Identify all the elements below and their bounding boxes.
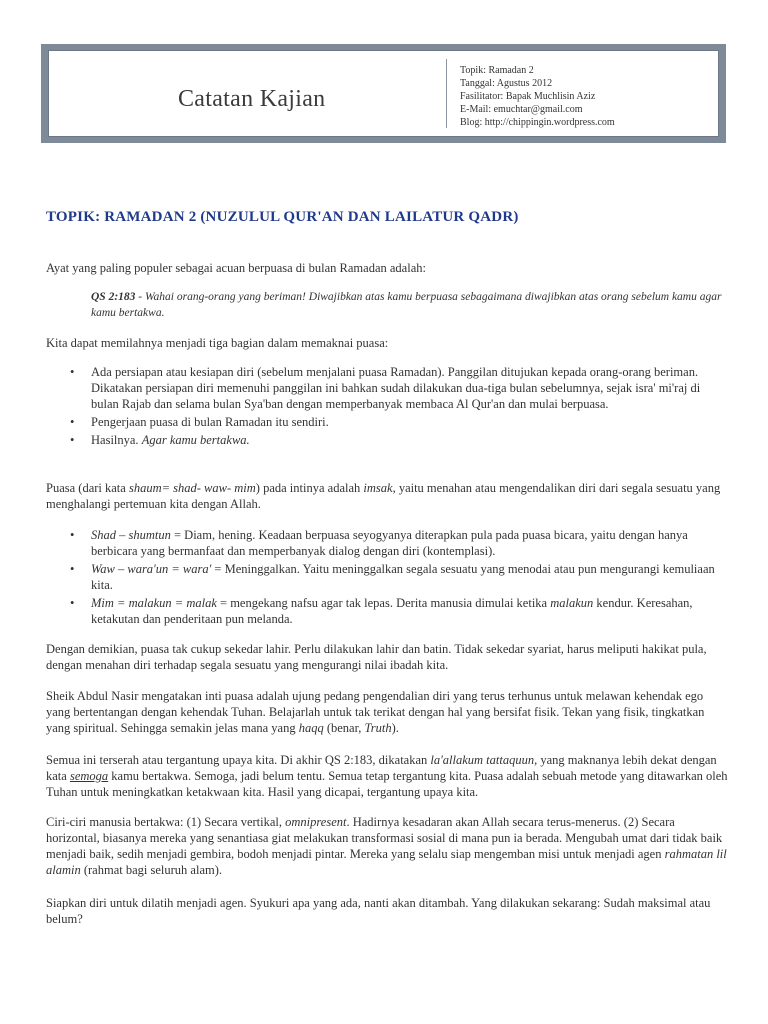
upaya-paragraph bbox=[46, 752, 730, 800]
text-emphasis: shaum= shad- waw- mim bbox=[128, 481, 256, 495]
header-divider bbox=[446, 59, 447, 128]
text-emphasis: imsak bbox=[363, 481, 393, 495]
meta-email: E-Mail: emuchtar@gmail.com bbox=[460, 104, 583, 115]
text-span: Ciri-ciri manusia bertakwa: (1) Secara vertikal, bbox=[46, 815, 286, 829]
list-item-text: = mengekang nafsu agar tak lepas. Derita manusia dimulai ketika bbox=[216, 596, 551, 610]
bullet: • bbox=[70, 433, 75, 447]
list-item-emphasis: Shad – shumtun bbox=[91, 528, 171, 542]
list-item bbox=[46, 414, 730, 430]
list-item-text: Ada persiapan atau kesiapan diri (sebelum menjalani puasa Ramadan). Panggilan ditujukan kepada orang-orang beriman. Dikatakan persiapan diri memenuhi panggilan ini bahkan sudah dilakukan dua-tiga bulan sebelumnya, sejak isra' mi'raj di bulan Rajab dan selama bulan Sya'ban dengan memperbanyak membaca Al Qur'an dan mulai berpuasa. bbox=[91, 365, 701, 411]
header-title: Catatan Kajian bbox=[178, 86, 326, 112]
list-item bbox=[46, 364, 730, 412]
text-span: Sheik Abdul Nasir mengatakan inti puasa adalah ujung pedang pengendalian diri yang terus terhunus untuk melawan kehendak ego yang bertentangan dengan kehendak Tuhan. Belajarlah untuk tak terikat dengan hal yang bersifat fisik. Tekan yang fisik, tingkatkan yang spiritual. Sehingga semakin jelas mana yang bbox=[46, 689, 705, 735]
lahir-batin-paragraph: Dengan demikian, puasa tak cukup sekedar lahir. Perlu dilakukan lahir dan batin. Tidak sekedar syariat, harus meliputi hakikat pula, dengan menahan diri terhadap segala sesuatu yang mengurangi nilai ibadah kita. bbox=[46, 642, 707, 672]
list-item-emphasis: Agar kamu bertakwa. bbox=[141, 433, 250, 447]
list-item-emphasis: Mim = malakun = malak bbox=[91, 596, 217, 610]
list-item-text: Hasilnya. bbox=[91, 433, 142, 447]
siapkan-paragraph: Siapkan diri untuk dilatih menjadi agen. Syukuri apa yang ada, nanti akan ditambah. Yang dilakukan sekarang: Sudah maksimal atau belum? bbox=[46, 896, 711, 926]
letters-list bbox=[46, 527, 730, 627]
list-item-text: = Diam, hening. Keadaan berpuasa seyogyanya diterapkan pula pada puasa bicara, yaitu dengan hanya berbicara yang bermanfaat dan memperbanyak dialog dengan diri (kontemplasi). bbox=[91, 528, 688, 558]
text-span: (benar, bbox=[323, 721, 365, 735]
list-item-text: = Meninggalkan. Yaitu meninggalkan segala sesuatu yang menodai atau pun mengurangi kemuliaan kita. bbox=[91, 562, 715, 592]
text-span: kamu bertakwa. Semoga, jadi belum tentu. Semua tetap tergantung kita. Puasa adalah sebuah metode yang ditawarkan oleh Tuhan untuk meningkatkan ketakwaan kita. Hasil yang dicapai, tergantung upaya kita. bbox=[46, 769, 728, 799]
text-emphasis: rahmatan lil alamin bbox=[46, 847, 727, 877]
ciri-paragraph bbox=[46, 814, 730, 878]
header-box bbox=[41, 44, 726, 143]
text-span: Semua ini terserah atau tergantung upaya kita. Di akhir QS 2:183, dikatakan bbox=[46, 753, 431, 767]
bullet: • bbox=[70, 528, 75, 542]
text-span: (rahmat bagi seluruh alam). bbox=[80, 863, 223, 877]
bullet: • bbox=[70, 365, 75, 379]
three-parts-list bbox=[46, 364, 730, 448]
text-span: Puasa (dari kata bbox=[46, 481, 129, 495]
quote-text: Wahai orang-orang yang beriman! Diwajibkan atas kamu berpuasa sebagaimana diwajibkan atas orang sebelum kamu agar kamu bertakwa. bbox=[91, 291, 722, 319]
intro-paragraph: Ayat yang paling populer sebagai acuan berpuasa di bulan Ramadan adalah: bbox=[46, 261, 426, 275]
text-emphasis: la'allakum tattaquun bbox=[430, 753, 535, 767]
quote-ref: QS 2:183 bbox=[91, 291, 136, 303]
list-item-emphasis: malakun bbox=[550, 596, 594, 610]
header-inner bbox=[48, 50, 719, 137]
three-parts-paragraph: Kita dapat memilahnya menjadi tiga bagian dalam memaknai puasa: bbox=[46, 336, 389, 350]
list-item bbox=[46, 595, 730, 627]
list-item-text: kendur. Keresahan, ketakutan dan penderitaan pun melanda. bbox=[91, 596, 693, 626]
bullet: • bbox=[70, 562, 75, 576]
puasa-paragraph bbox=[46, 480, 730, 512]
header-meta bbox=[460, 64, 615, 129]
text-emphasis: semoga bbox=[69, 769, 109, 783]
text-emphasis: omnipresent bbox=[285, 815, 347, 829]
list-item bbox=[46, 432, 730, 448]
bullet: • bbox=[70, 415, 75, 429]
text-emphasis: Truth bbox=[364, 721, 392, 735]
meta-topic: Topik: Ramadan 2 bbox=[460, 65, 534, 76]
list-item-emphasis: Waw – wara'un = wara' bbox=[91, 562, 212, 576]
meta-blog: Blog: http://chippingin.wordpress.com bbox=[460, 117, 615, 128]
meta-date: Tanggal: Agustus 2012 bbox=[460, 78, 553, 89]
page-title: TOPIK: RAMADAN 2 (NUZULUL QUR'AN DAN LAILATUR QADR) bbox=[46, 209, 519, 225]
text-span: , yaitu menahan atau mengendalikan diri dari segala sesuatu yang menghalangi pertemuan kita dengan Allah. bbox=[46, 481, 721, 511]
text-emphasis: haqq bbox=[298, 721, 324, 735]
text-span: , yang maknanya lebih dekat dengan kata bbox=[46, 753, 717, 783]
bullet: • bbox=[70, 596, 75, 610]
meta-facilitator: Fasilitator: Bapak Muchlisin Aziz bbox=[460, 91, 596, 102]
list-item bbox=[46, 527, 730, 559]
text-span: ). bbox=[391, 721, 399, 735]
list-item-text: Pengerjaan puasa di bulan Ramadan itu sendiri. bbox=[91, 415, 329, 429]
quote-dash: - bbox=[135, 291, 145, 303]
text-span: . Hadirnya kesadaran akan Allah secara terus-menerus. (2) Secara horizontal, biasanya mereka yang senantiasa giat melakukan transformasi sosial di mana pun ia berada. Mengubah umat dari tidak baik menjadi baik, sedih menjadi gembira, bodoh menjadi pintar. Mereka yang selalu siap mengemban misi untuk menjadi agen bbox=[46, 815, 723, 861]
sheik-paragraph bbox=[46, 688, 730, 736]
text-span: ) pada intinya adalah bbox=[255, 481, 364, 495]
list-item bbox=[46, 561, 730, 593]
quote-block bbox=[91, 290, 727, 321]
